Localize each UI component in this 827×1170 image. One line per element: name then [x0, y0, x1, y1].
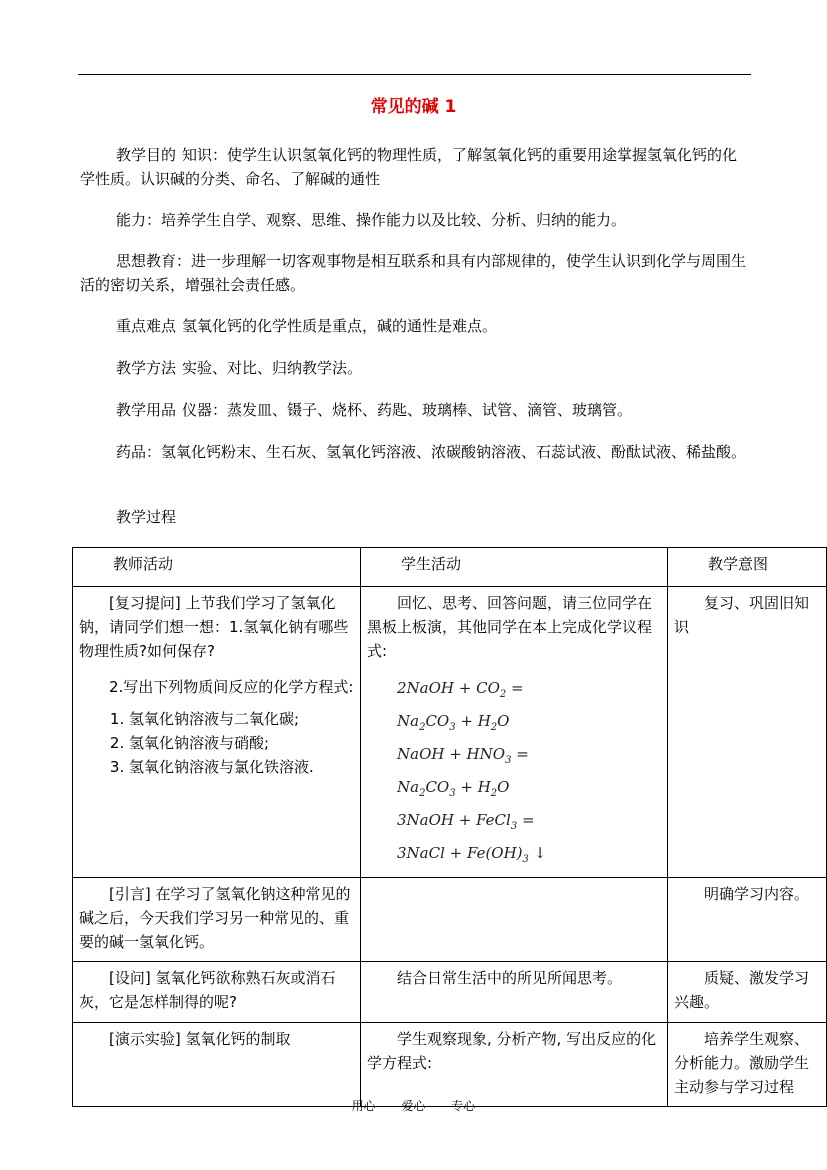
paragraph-label: 教学目的 — [116, 146, 177, 164]
table-header-row — [73, 548, 827, 587]
equation-image: 2NaOH + $CO_2$ = $Na_2CO_3 + H_2O$ NaOH + $HNO_3$ = $Na_2CO_3 + H_2O$ 3NaOH + FeCl$_3$ = 3NaCl + $Fe(OH)_3$ ↓ — [397, 679, 547, 865]
list-item: 3. 氢氧化钠溶液与氯化铁溶液. — [129, 755, 354, 779]
student-activity: 结合日常生活中的所见所闻思考。 — [397, 969, 623, 987]
paragraph-reagents — [80, 440, 752, 464]
teacher-cell — [73, 587, 361, 878]
header-student: 学生活动 — [361, 548, 668, 587]
table-row — [73, 878, 827, 962]
student-cell — [361, 962, 668, 1023]
student-activity: 回忆、思考、回答问题，请三位同学在黑板上板演，其他同学在本上完成化学议程式: — [367, 594, 653, 660]
intent-text: 质疑、激发学习兴趣。 — [674, 969, 810, 1011]
intent-cell — [668, 962, 827, 1023]
intent-cell — [668, 1023, 827, 1107]
document-title: 常见的碱 1 — [370, 97, 457, 117]
paragraph-label: 重点难点 — [116, 317, 177, 335]
paragraph-key-points — [80, 314, 752, 338]
paragraph-text: 知识：使学生认识氢氧化钙的物理性质，了解氢氧化钙的重要用途掌握氢氧化钙的化学性质。认识碱的分类、命名、了解碱的通性 — [80, 146, 738, 188]
student-cell — [361, 587, 668, 878]
paragraph-label: 教学用品 — [116, 401, 177, 419]
intent-text: 培养学生观察、分析能力。激励学生主动参与学习过程 — [674, 1030, 810, 1096]
table-row — [73, 962, 827, 1023]
lesson-table — [72, 547, 827, 1107]
question-list — [79, 707, 354, 779]
header-rule — [78, 74, 751, 75]
page-footer: 用心 爱心 专心 — [351, 1099, 476, 1113]
header-teacher: 教师活动 — [73, 548, 361, 587]
intent-text: 复习、巩固旧知识 — [674, 594, 810, 636]
student-activity: 学生观察现象, 分析产物, 写出反应的化学方程式: — [367, 1030, 657, 1072]
paragraph-process-heading — [80, 505, 752, 529]
paragraph-text: 教学过程 — [116, 508, 177, 526]
paragraph-ideology — [80, 249, 752, 297]
table-row — [73, 1023, 827, 1107]
paragraph-label: 教学方法 — [116, 359, 177, 377]
paragraph-ability — [80, 208, 752, 232]
header-intent: 教学意图 — [668, 548, 827, 587]
list-item: 1. 氢氧化钠溶液与二氧化碳; — [129, 707, 354, 731]
review-question: [复习提问] 上节我们学习了氢氧化钠，请同学们想一想：1.氢氧化钠有哪些物理性质?如何保存? — [79, 594, 349, 660]
list-item: 2. 氢氧化钠溶液与硝酸; — [129, 731, 354, 755]
paragraph-objectives — [80, 143, 752, 191]
paragraph-supplies — [80, 398, 752, 422]
paragraph-text: 氢氧化钙的化学性质是重点，碱的通性是难点。 — [182, 317, 498, 335]
teacher-cell — [73, 878, 361, 962]
intent-cell — [668, 587, 827, 878]
student-cell — [361, 878, 668, 962]
paragraph-text: 实验、对比、归纳教学法。 — [182, 359, 363, 377]
paragraph-text: 思想教育：进一步理解一切客观事物是相互联系和具有内部规律的，使学生认识到化学与周围生活的密切关系，增强社会责任感。 — [80, 252, 747, 294]
teacher-cell — [73, 1023, 361, 1107]
question-text: [设问] 氢氧化钙欲称熟石灰或消石灰，它是怎样制得的呢? — [79, 969, 336, 1011]
intent-cell — [668, 878, 827, 962]
teacher-cell — [73, 962, 361, 1023]
paragraph-text: 能力：培养学生自学、观察、思维、操作能力以及比较、分析、归纳的能力。 — [116, 211, 627, 229]
intent-text: 明确学习内容。 — [704, 885, 810, 903]
intro-text: [引言] 在学习了氢氧化钠这种常见的碱之后，今天我们学习另一种常见的、重要的碱一氢氧化钙。 — [79, 885, 351, 951]
equation-prompt: 2.写出下列物质间反应的化学方程式: — [109, 678, 354, 696]
student-cell — [361, 1023, 668, 1107]
paragraph-methods — [80, 356, 752, 380]
paragraph-text: 药品：氢氧化钙粉末、生石灰、氢氧化钙溶液、浓碳酸钠溶液、石蕊试液、酚酞试液、稀盐酸。 — [116, 443, 747, 461]
paragraph-text: 仪器：蒸发皿、镊子、烧杯、药匙、玻璃棒、试管、滴管、玻璃管。 — [182, 401, 633, 419]
table-row — [73, 587, 827, 878]
demo-text: [演示实验] 氢氧化钙的制取 — [109, 1030, 291, 1048]
